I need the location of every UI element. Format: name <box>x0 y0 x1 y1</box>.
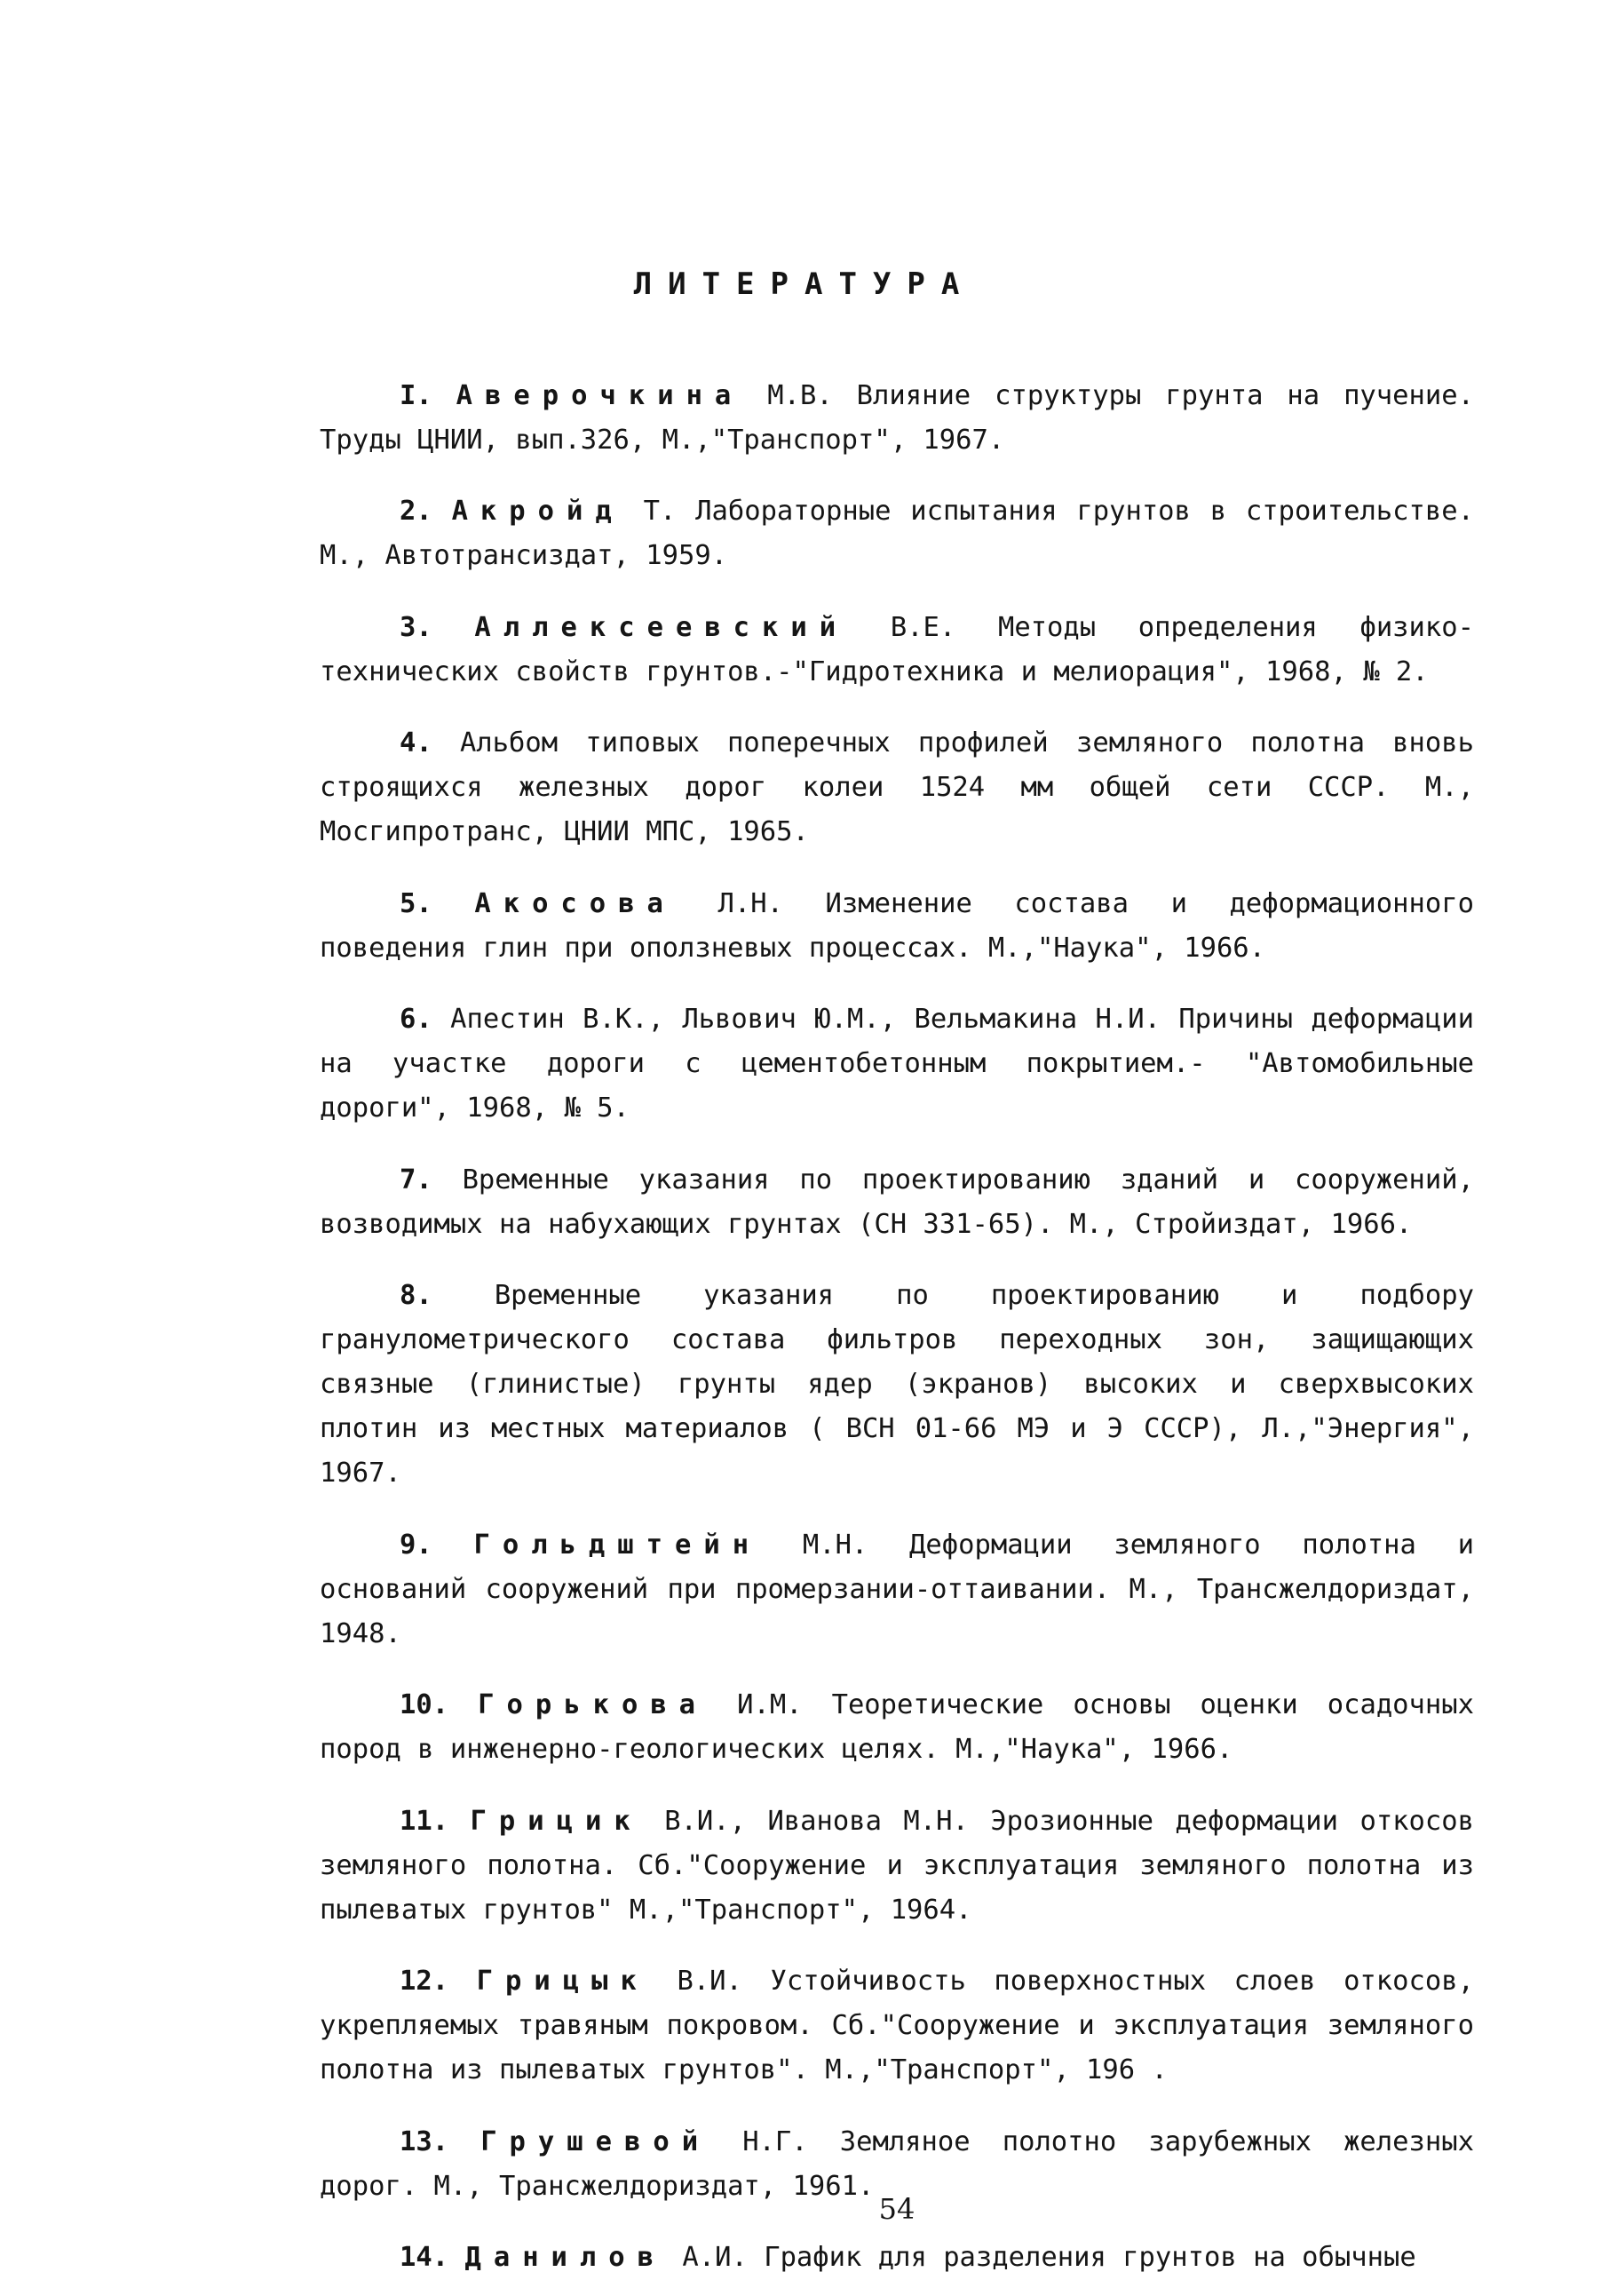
list-item <box>320 1523 1474 1656</box>
list-item <box>320 1158 1474 1247</box>
entry-number: 2. <box>400 496 432 527</box>
entry-author: Акройд <box>451 496 624 527</box>
list-item <box>320 997 1474 1131</box>
entry-number: 8. <box>400 1280 432 1311</box>
list-item <box>320 1959 1474 2093</box>
entry-author: Данилов <box>464 2242 667 2273</box>
entry-number: 9. <box>400 1529 432 1561</box>
entry-number: 14. <box>400 2242 449 2273</box>
entry-text: А.И. График для разделения грунтов на обычные <box>682 2242 1416 2273</box>
bibliography-list <box>320 346 1474 2296</box>
entry-number: 6. <box>400 1004 432 1035</box>
entry-author: Аллексеевский <box>474 611 849 643</box>
entry-author: Грицик <box>470 1805 643 1837</box>
entry-number: 13. <box>400 2125 449 2157</box>
entry-text: В.И., Иванова М.Н. Эрозионные деформации откосов земляного полотна. Сб."Сооружение и эксплуатация земляного полотна из пылеватых грунтов" М.,"Транспорт", 1964. <box>320 1805 1474 1926</box>
entry-text: В.И. Устойчивость поверхностных слоев откосов, укрепляемых травяным покровом. Сб."Сооружение и эксплуатация земляного полотна из пылеватых грунтов". М.,"Транспорт", 196 . <box>320 1966 1474 2085</box>
entry-number: 7. <box>400 1164 432 1196</box>
list-item <box>320 489 1474 578</box>
page-number: 54 <box>878 2192 915 2226</box>
list-item <box>320 882 1474 971</box>
entry-author: Горькова <box>478 1689 709 1720</box>
entry-text: Т. Лабораторные испытания грунтов в строительстве. М., Автотрансиздат, 1959. <box>320 496 1474 571</box>
entry-text: М.В. Влияние структуры грунта на пучение. Труды ЦНИИ, вып.326, М.,"Транспорт", 1967. <box>320 379 1474 456</box>
page-title: ЛИТЕРАТУРА <box>633 266 976 302</box>
entry-text: И.М. Теоретические основы оценки осадочных пород в инженерно-геологических целях. М.,"Наука", 1966. <box>320 1689 1474 1765</box>
entry-number: 3. <box>400 611 432 643</box>
entry-author: Акосова <box>474 887 676 919</box>
list-item <box>320 721 1474 854</box>
entry-text: М.Н. Деформации земляного полотна и оснований сооружений при промерзании-оттаивании. М., Трансжелдориздат, 1948. <box>320 1529 1474 1649</box>
list-item <box>320 2236 1474 2280</box>
entry-text: В.Е. Методы определения физико-технических свойств грунтов.-"Гидротехника и мелиорация", 1968, № 2. <box>320 611 1474 687</box>
entry-text: Временные указания по проектированию и подбору гранулометрического состава фильтров переходных зон, защищающих связные (глинистые) грунты ядер (экранов) высоких и сверхвысоких плотин из местных материалов ( ВСН 01-66 МЭ и Э СССР), Л.,"Энергия", 1967. <box>320 1280 1474 1489</box>
entry-author: Гольдштейн <box>473 1529 762 1561</box>
entry-text: Н.Г. Земляное полотно зарубежных железных дорог. М., Трансжелдориздат, 1961. <box>320 2125 1474 2202</box>
list-item <box>320 1274 1474 1496</box>
list-item <box>320 1799 1474 1933</box>
entry-number: 4. <box>400 727 432 759</box>
entry-author: Грушевой <box>480 2125 711 2157</box>
entry-text: Л.Н. Изменение состава и деформационного поведения глин при оползневых процессах. М.,"Наука", 1966. <box>320 887 1474 964</box>
entry-number: 5. <box>400 887 432 919</box>
list-item <box>320 606 1474 695</box>
entry-number: 12. <box>400 1966 449 1997</box>
entry-author: Грицык <box>476 1966 649 1997</box>
list-item <box>320 374 1474 463</box>
entry-number: 11. <box>400 1805 449 1837</box>
entry-text: Апестин В.К., Львович Ю.М., Вельмакина Н.И. Причины деформации на участке дороги с цементобетонным покрытием.- "Автомобильные дороги", 1968, № 5. <box>320 1004 1474 1124</box>
list-item <box>320 1683 1474 1772</box>
entry-text: Альбом типовых поперечных профилей земляного полотна вновь строящихся железных дорог колеи 1524 мм общей сети СССР. М., Мосгипротранс, ЦНИИ МПС, 1965. <box>320 727 1474 847</box>
entry-text: Временные указания по проектированию зданий и сооружений, возводимых на набухающих грунтах (СН 331-65). М., Стройиздат, 1966. <box>320 1164 1474 1240</box>
entry-number: 10. <box>400 1689 449 1720</box>
entry-author: Аверочкина <box>456 379 744 411</box>
entry-number: I. <box>400 379 432 411</box>
